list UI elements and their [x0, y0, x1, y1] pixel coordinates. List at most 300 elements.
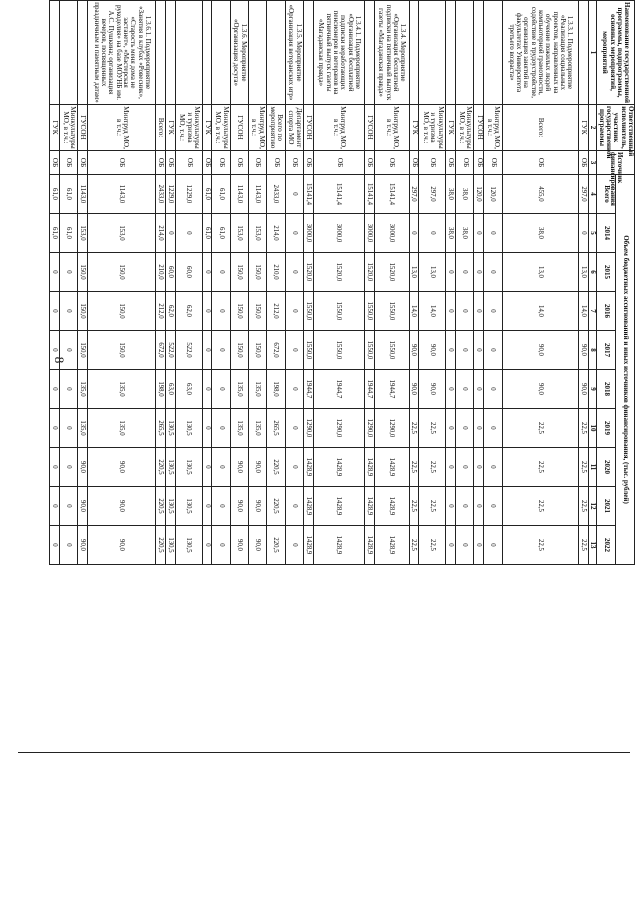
row-value: 0: [49, 370, 59, 409]
row-value: 22,5: [419, 409, 446, 448]
row-responsible: Минтруд МО, в т.ч.:: [374, 105, 409, 151]
row-responsible: Минкультуры МО, в т.ч.:: [212, 105, 230, 151]
row-value: 1944,7: [313, 370, 364, 409]
row-value: 135,0: [78, 370, 88, 409]
row-value: 0: [446, 526, 456, 565]
row-value: 0: [446, 370, 456, 409]
header-year: 2021: [597, 487, 616, 526]
row-value: 0: [484, 214, 502, 253]
row-value: 1520,0: [365, 253, 375, 292]
row-responsible: Минкультуры и туризма МО, т.ч.:: [175, 105, 202, 151]
row-name: 1.3.3.1. Подмероприятие «Реализация социальных проектов, направленных на обучение пожилых людей компьютерной грамотности, содействие в трудоустройстве, организация занятий на факультетах Университета третьего возраста»: [502, 1, 579, 105]
col-num: 8: [588, 331, 596, 370]
row-value: 0: [285, 526, 303, 565]
row-responsible: ГУК: [409, 105, 419, 151]
row-name: [165, 1, 175, 105]
row-value: 0: [484, 409, 502, 448]
row-name: [474, 1, 484, 105]
row-value: 22,5: [409, 526, 419, 565]
row-value: 135,0: [88, 409, 156, 448]
row-value: 0: [474, 214, 484, 253]
row-value: 120,0: [484, 175, 502, 214]
row-value: 1550,0: [365, 331, 375, 370]
row-value: 1428,9: [303, 526, 313, 565]
row-source: ОБ: [202, 151, 212, 175]
row-value: 13,0: [502, 253, 579, 292]
row-value: 1229,0: [165, 175, 175, 214]
row-responsible: ГУК: [446, 105, 456, 151]
row-value: 22,5: [502, 409, 579, 448]
row-value: 0: [285, 214, 303, 253]
row-value: 60,0: [165, 253, 175, 292]
row-source: ОБ: [59, 151, 77, 175]
row-value: 150,0: [88, 292, 156, 331]
row-value: 1550,0: [313, 331, 364, 370]
row-name: 1.3.5. Мероприятие «Организация ветеранских игр»: [285, 1, 303, 105]
row-value: 90,0: [78, 448, 88, 487]
row-value: 0: [49, 253, 59, 292]
col-num: 11: [588, 448, 596, 487]
row-value: 61,0: [212, 214, 230, 253]
row-value: 90,0: [248, 448, 266, 487]
col-num: 3: [588, 151, 596, 175]
row-value: 297,0: [579, 175, 589, 214]
row-value: 150,0: [78, 292, 88, 331]
row-value: 265,5: [156, 409, 166, 448]
row-value: 22,5: [409, 409, 419, 448]
table-body: [49, 1, 588, 565]
table-row: [579, 1, 589, 565]
row-value: 2433,0: [156, 175, 166, 214]
col-num: 6: [588, 253, 596, 292]
row-value: 38,0: [502, 214, 579, 253]
row-value: 0: [59, 526, 77, 565]
row-value: 90,0: [502, 331, 579, 370]
row-name: [579, 1, 589, 105]
column-number-row: [588, 1, 596, 565]
row-value: 0: [446, 409, 456, 448]
row-value: 153,0: [248, 214, 266, 253]
row-value: 1550,0: [303, 292, 313, 331]
row-value: 60,0: [175, 253, 202, 292]
row-value: 150,0: [88, 253, 156, 292]
row-value: 22,5: [579, 409, 589, 448]
row-value: 0: [49, 292, 59, 331]
row-value: 90,0: [78, 487, 88, 526]
row-value: 61,0: [59, 175, 77, 214]
row-value: 212,0: [267, 292, 285, 331]
header-responsible: Ответственный исполнитель, участник государственной программы: [597, 106, 635, 159]
row-value: 1428,9: [365, 487, 375, 526]
row-value: 220,5: [156, 526, 166, 565]
row-value: 1428,9: [313, 526, 364, 565]
financing-table: [49, 0, 635, 565]
row-value: 22,5: [579, 526, 589, 565]
row-value: 90,0: [502, 370, 579, 409]
row-value: 150,0: [230, 331, 248, 370]
row-value: 22,5: [419, 448, 446, 487]
row-responsible: Минкультуры МО, в т.ч.:: [59, 105, 77, 151]
row-value: 38,0: [456, 214, 474, 253]
row-value: 15141,4: [374, 175, 409, 214]
row-value: 1550,0: [313, 292, 364, 331]
row-value: 0: [202, 253, 212, 292]
row-value: 210,0: [267, 253, 285, 292]
row-responsible: Всего:: [156, 105, 166, 151]
row-value: 1550,0: [365, 292, 375, 331]
row-value: 135,0: [248, 409, 266, 448]
row-responsible: ГУК: [165, 105, 175, 151]
row-value: 0: [446, 448, 456, 487]
row-value: 0: [484, 292, 502, 331]
col-num: 13: [588, 526, 596, 565]
row-value: 63,0: [165, 370, 175, 409]
row-name: 1.3.6.1. Подмероприятие «Занятия в клубах «Ровесник», «Старость меня дома не застанет», «Мастерская рукоделия» на базе МОУНБ им. А.С. Пушкина; организация вечеров, посвященных праздничным и памятным датам»: [88, 1, 156, 105]
row-value: 135,0: [88, 370, 156, 409]
table-row: [212, 1, 230, 565]
col-num: 5: [588, 214, 596, 253]
table-row: [267, 1, 285, 565]
row-value: 0: [409, 214, 419, 253]
row-value: 0: [285, 370, 303, 409]
row-value: 61,0: [202, 214, 212, 253]
row-name: [365, 1, 375, 105]
row-value: 0: [212, 409, 230, 448]
col-num: 9: [588, 370, 596, 409]
row-value: 212,0: [156, 292, 166, 331]
row-value: 130,5: [165, 526, 175, 565]
row-value: 0: [285, 292, 303, 331]
row-value: 0: [175, 214, 202, 253]
table-row: [165, 1, 175, 565]
row-value: 0: [49, 526, 59, 565]
row-value: 0: [212, 331, 230, 370]
row-value: 1428,9: [313, 448, 364, 487]
row-source: ОБ: [212, 151, 230, 175]
row-value: 1550,0: [374, 331, 409, 370]
row-value: 150,0: [248, 253, 266, 292]
row-value: 0: [59, 292, 77, 331]
row-value: 0: [285, 487, 303, 526]
row-value: 150,0: [88, 331, 156, 370]
table-row: [88, 1, 156, 565]
row-value: 22,5: [579, 448, 589, 487]
row-value: 0: [212, 448, 230, 487]
row-value: 0: [419, 214, 446, 253]
row-value: 1428,9: [313, 487, 364, 526]
row-value: 135,0: [230, 370, 248, 409]
row-value: 0: [456, 331, 474, 370]
table-row: [419, 1, 446, 565]
header-year: 2022: [597, 526, 616, 565]
row-value: 1290,0: [365, 409, 375, 448]
row-responsible: ГУСОН: [474, 105, 484, 151]
row-value: 90,0: [88, 448, 156, 487]
document-table-container: [50, 0, 635, 565]
row-value: 0: [202, 331, 212, 370]
row-value: 0: [212, 526, 230, 565]
row-value: 0: [59, 487, 77, 526]
row-value: 15141,4: [313, 175, 364, 214]
row-name: [175, 1, 202, 105]
row-value: 90,0: [88, 487, 156, 526]
row-value: 220,5: [267, 526, 285, 565]
row-value: 0: [474, 487, 484, 526]
row-value: 90,0: [248, 526, 266, 565]
row-value: 61,0: [59, 214, 77, 253]
row-name: [446, 1, 456, 105]
row-value: 13,0: [409, 253, 419, 292]
table-row: [446, 1, 456, 565]
row-responsible: Всего:: [502, 105, 579, 151]
row-value: 0: [165, 214, 175, 253]
row-name: [419, 1, 446, 105]
row-value: 14,0: [502, 292, 579, 331]
row-value: 220,5: [156, 487, 166, 526]
row-value: 0: [446, 292, 456, 331]
header-year: 2019: [597, 409, 616, 448]
row-value: 0: [49, 409, 59, 448]
row-name: [49, 1, 59, 105]
row-value: 135,0: [230, 409, 248, 448]
header-year: 2018: [597, 370, 616, 409]
row-value: 297,0: [409, 175, 419, 214]
row-source: ОБ: [419, 151, 446, 175]
table-row: [175, 1, 202, 565]
row-value: 150,0: [248, 331, 266, 370]
row-value: 1143,0: [248, 175, 266, 214]
row-value: 90,0: [248, 487, 266, 526]
row-value: 1428,9: [374, 526, 409, 565]
row-value: 90,0: [579, 331, 589, 370]
row-source: ОБ: [267, 151, 285, 175]
row-value: 0: [212, 253, 230, 292]
row-value: 1550,0: [374, 292, 409, 331]
row-value: 455,0: [502, 175, 579, 214]
header-year: 2016: [597, 292, 616, 331]
row-value: 0: [456, 448, 474, 487]
table-row: [303, 1, 313, 565]
row-name: [78, 1, 88, 105]
table-row: [374, 1, 409, 565]
row-value: 1229,0: [175, 175, 202, 214]
table-row: [202, 1, 212, 565]
row-value: 13,0: [579, 253, 589, 292]
row-value: 153,0: [78, 214, 88, 253]
row-source: ОБ: [165, 151, 175, 175]
row-value: 214,0: [267, 214, 285, 253]
row-source: ОБ: [502, 151, 579, 175]
row-value: 0: [484, 526, 502, 565]
row-value: 130,5: [175, 526, 202, 565]
row-value: 130,5: [165, 487, 175, 526]
row-source: ОБ: [303, 151, 313, 175]
row-value: 0: [49, 448, 59, 487]
row-value: 0: [456, 526, 474, 565]
row-value: 90,0: [409, 370, 419, 409]
row-value: 150,0: [78, 253, 88, 292]
row-responsible: Департамент спорта МО: [285, 105, 303, 151]
row-value: 14,0: [579, 292, 589, 331]
row-value: 0: [49, 487, 59, 526]
row-value: 90,0: [409, 331, 419, 370]
row-value: 0: [446, 487, 456, 526]
row-value: 1520,0: [374, 253, 409, 292]
row-value: 0: [579, 214, 589, 253]
table-row: [409, 1, 419, 565]
row-value: 0: [202, 370, 212, 409]
table-row: [502, 1, 579, 565]
col-num: 10: [588, 409, 596, 448]
row-value: 130,5: [175, 409, 202, 448]
row-source: ОБ: [313, 151, 364, 175]
row-value: 1290,0: [313, 409, 364, 448]
row-value: 198,0: [267, 370, 285, 409]
row-value: 0: [484, 448, 502, 487]
row-value: 90,0: [88, 526, 156, 565]
row-value: 1428,9: [365, 448, 375, 487]
row-source: ОБ: [409, 151, 419, 175]
row-value: 0: [285, 409, 303, 448]
row-value: 38,0: [456, 175, 474, 214]
row-value: 0: [456, 370, 474, 409]
row-name: [267, 1, 285, 105]
rotated-page: [50, 0, 635, 565]
header-year: 2014: [597, 214, 616, 253]
col-num: 7: [588, 292, 596, 331]
row-source: ОБ: [88, 151, 156, 175]
row-value: 0: [202, 292, 212, 331]
row-value: 0: [59, 253, 77, 292]
row-name: 1.3.6. Мероприятие «Организация досуга»: [230, 1, 248, 105]
row-name: [248, 1, 266, 105]
page-number: 8: [52, 356, 67, 364]
row-value: 14,0: [419, 292, 446, 331]
row-value: 150,0: [248, 292, 266, 331]
row-value: 0: [456, 409, 474, 448]
row-value: 672,0: [267, 331, 285, 370]
row-name: [484, 1, 502, 105]
header-year: 2020: [597, 448, 616, 487]
row-responsible: ГУСОН: [303, 105, 313, 151]
row-value: 135,0: [248, 370, 266, 409]
row-responsible: ГУСОН: [230, 105, 248, 151]
row-value: 1520,0: [303, 253, 313, 292]
row-value: 3000,0: [374, 214, 409, 253]
row-source: ОБ: [446, 151, 456, 175]
row-value: 130,5: [165, 409, 175, 448]
header-name: Наименование государственной программы, подпрограммы, основных мероприятий, мероприятий: [597, 1, 635, 105]
row-value: 153,0: [88, 214, 156, 253]
row-value: 522,0: [165, 331, 175, 370]
row-value: 1550,0: [303, 331, 313, 370]
row-value: 1944,7: [365, 370, 375, 409]
table-row: [156, 1, 166, 565]
row-value: 0: [446, 331, 456, 370]
row-value: 22,5: [579, 487, 589, 526]
row-value: 90,0: [230, 448, 248, 487]
row-value: 0: [202, 409, 212, 448]
row-name: 1.3.4.1. Подмероприятие «Организация бесплатной подписки неработающих пенсионеров и ветеранов на пятничный выпуск газеты «Магаданская правда»: [313, 1, 364, 105]
table-row: [78, 1, 88, 565]
row-value: 1428,9: [303, 487, 313, 526]
row-value: 90,0: [230, 487, 248, 526]
row-value: 522,0: [175, 331, 202, 370]
row-name: [303, 1, 313, 105]
header-source: Источник финансирования: [597, 151, 635, 175]
header-volume: Объем бюджетных ассигнований и иных источников финансирования, (тыс. рублей): [616, 175, 635, 565]
row-value: 3000,0: [303, 214, 313, 253]
row-name: [156, 1, 166, 105]
row-source: ОБ: [156, 151, 166, 175]
table-row: [313, 1, 364, 565]
row-value: 3000,0: [313, 214, 364, 253]
row-value: 0: [484, 370, 502, 409]
row-responsible: Минтруд МО, в т.ч.:: [88, 105, 156, 151]
row-source: ОБ: [248, 151, 266, 175]
row-source: ОБ: [374, 151, 409, 175]
row-value: 0: [474, 448, 484, 487]
col-num: 4: [588, 175, 596, 214]
row-value: 0: [212, 370, 230, 409]
row-value: 62,0: [165, 292, 175, 331]
row-value: 22,5: [419, 487, 446, 526]
row-value: 1428,9: [374, 487, 409, 526]
row-source: ОБ: [175, 151, 202, 175]
row-name: [212, 1, 230, 105]
row-value: 0: [202, 448, 212, 487]
row-value: 130,5: [165, 448, 175, 487]
row-value: 0: [474, 292, 484, 331]
row-value: 0: [484, 331, 502, 370]
row-value: 0: [456, 487, 474, 526]
row-value: 22,5: [419, 526, 446, 565]
row-responsible: ГУК: [49, 105, 59, 151]
row-source: ОБ: [474, 151, 484, 175]
row-value: 22,5: [502, 487, 579, 526]
row-value: 672,0: [156, 331, 166, 370]
row-value: 22,5: [502, 526, 579, 565]
row-responsible: ГУСОН: [365, 105, 375, 151]
row-value: 22,5: [502, 448, 579, 487]
row-value: 1143,0: [78, 175, 88, 214]
row-source: ОБ: [78, 151, 88, 175]
header-total: Всего: [597, 175, 616, 214]
row-value: 153,0: [230, 214, 248, 253]
row-value: 0: [285, 175, 303, 214]
row-value: 0: [49, 331, 59, 370]
row-value: 1143,0: [230, 175, 248, 214]
row-value: 214,0: [156, 214, 166, 253]
row-value: 1428,9: [374, 448, 409, 487]
row-value: 15141,4: [365, 175, 375, 214]
row-value: 1290,0: [303, 409, 313, 448]
row-value: 150,0: [230, 292, 248, 331]
row-value: 0: [59, 331, 77, 370]
row-value: 0: [446, 253, 456, 292]
row-value: 220,5: [267, 448, 285, 487]
table-row: [248, 1, 266, 565]
row-name: [409, 1, 419, 105]
row-value: 61,0: [49, 175, 59, 214]
table-row: [285, 1, 303, 565]
table-row: [484, 1, 502, 565]
row-value: 0: [285, 253, 303, 292]
table-row: [59, 1, 77, 565]
row-value: 62,0: [175, 292, 202, 331]
row-value: 150,0: [230, 253, 248, 292]
header-year: 2017: [597, 331, 616, 370]
